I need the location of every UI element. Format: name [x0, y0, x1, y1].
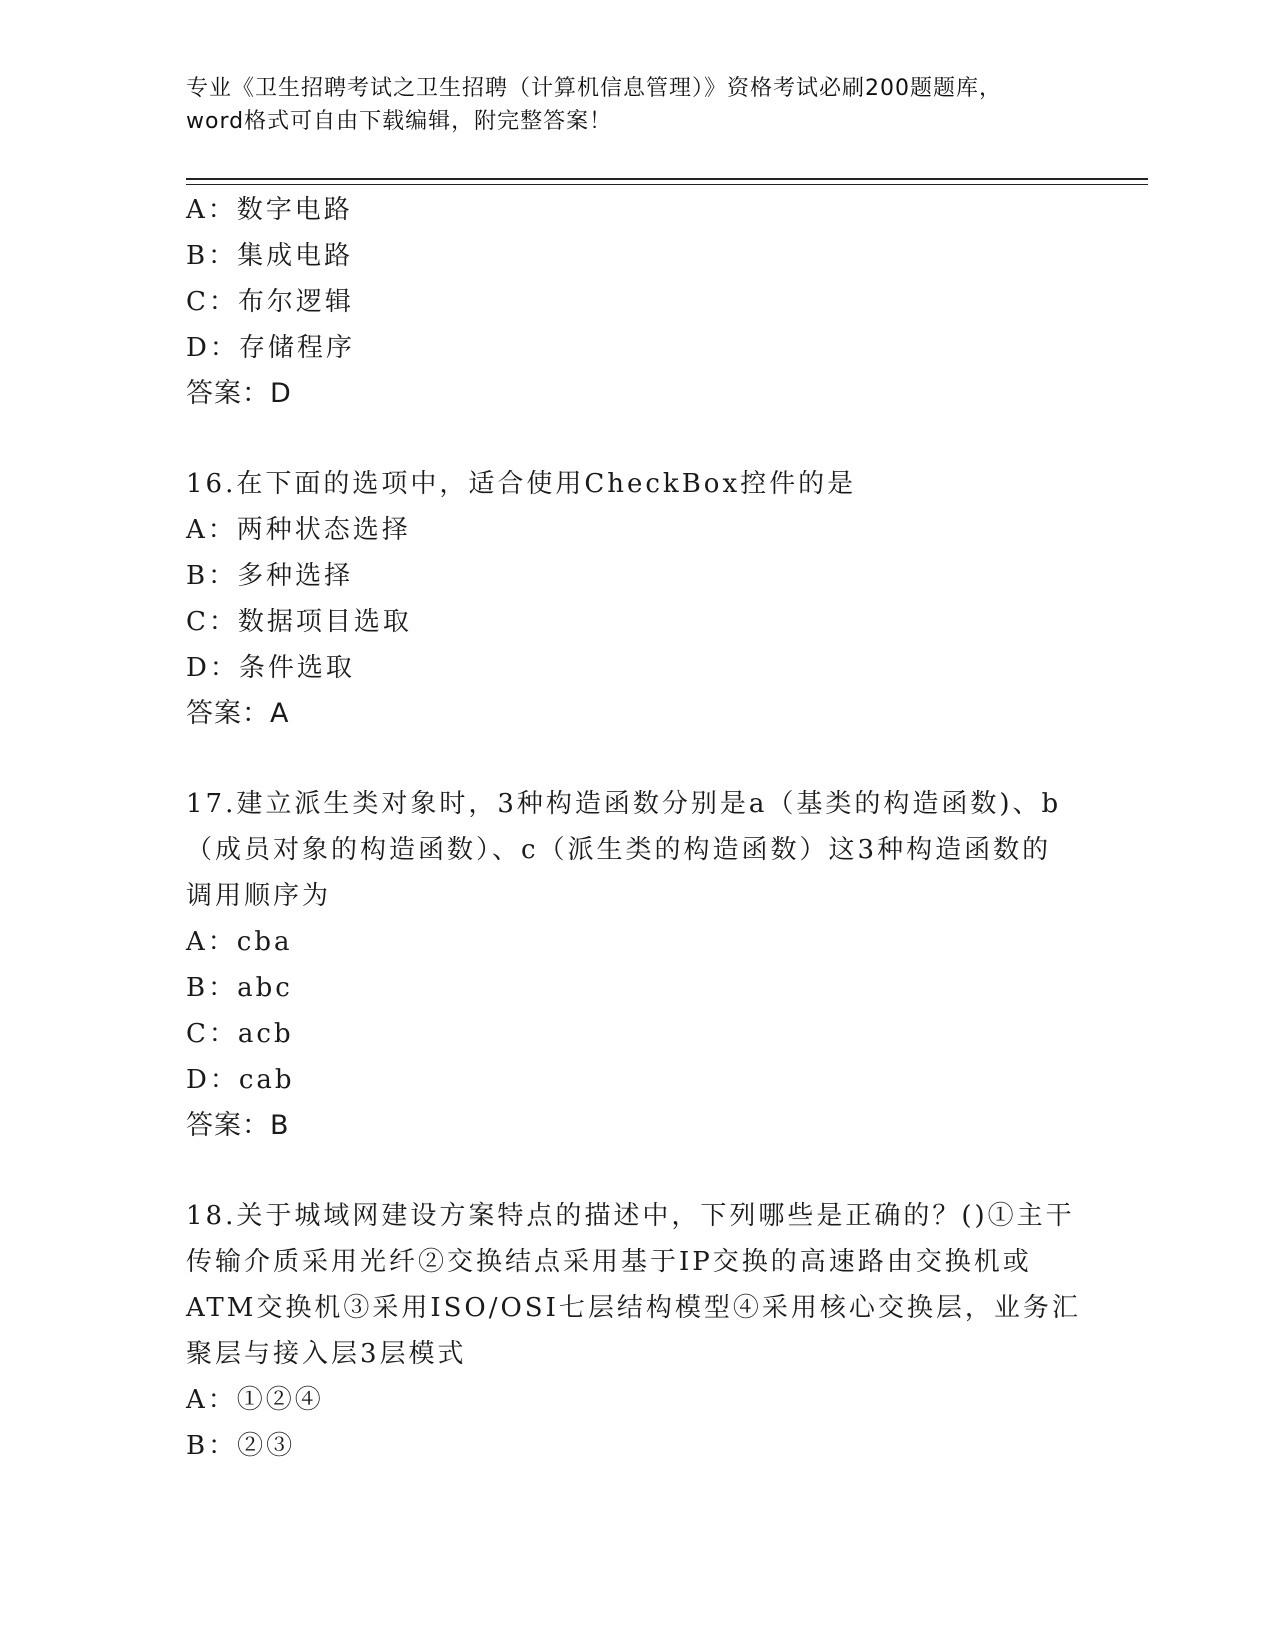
question-15 — [186, 187, 1086, 417]
option-b: B：②③ — [186, 1431, 296, 1461]
header-line-2: word格式可自由下载编辑，附完整答案！ — [186, 109, 613, 134]
question-spacer — [186, 1149, 1086, 1193]
document-header — [186, 72, 1086, 138]
option-a: A：①②④ — [186, 1385, 324, 1415]
option-a: A：数字电路 — [186, 195, 353, 225]
option-c: C：数据项目选取 — [186, 607, 412, 637]
question-stem-line-3: ATM交换机③采用ISO/OSI七层结构模型④采用核心交换层，业务汇 — [186, 1293, 1081, 1323]
option-a: A：两种状态选择 — [186, 515, 411, 545]
option-c: C：acb — [186, 1019, 294, 1049]
question-17 — [186, 781, 1086, 1149]
question-list — [186, 187, 1086, 1469]
option-d: D：cab — [186, 1065, 295, 1095]
question-stem-line-1: 18.关于城域网建设方案特点的描述中，下列哪些是正确的？()①主干 — [186, 1201, 1075, 1231]
answer: 答案：A — [186, 698, 290, 729]
question-spacer — [186, 737, 1086, 781]
option-b: B：abc — [186, 973, 293, 1003]
option-d: D：存储程序 — [186, 333, 355, 363]
header-divider-thin — [186, 184, 1148, 185]
question-18 — [186, 1193, 1086, 1469]
question-stem-line-4: 聚层与接入层3层模式 — [186, 1339, 467, 1369]
option-b: B：集成电路 — [186, 241, 354, 271]
answer: 答案：D — [186, 378, 292, 409]
question-spacer — [186, 417, 1086, 461]
question-stem-line-3: 调用顺序为 — [186, 881, 332, 911]
question-stem-line-1: 17.建立派生类对象时，3种构造函数分别是a（基类的构造函数)、b — [186, 789, 1062, 819]
question-16 — [186, 461, 1086, 737]
question-stem-line-2: （成员对象的构造函数）、c（派生类的构造函数）这3种构造函数的 — [186, 835, 1052, 865]
header-divider-thick — [186, 178, 1148, 180]
header-line-1: 专业《卫生招聘考试之卫生招聘（计算机信息管理）》资格考试必刷200题题库， — [186, 76, 1002, 101]
option-a: A：cba — [186, 927, 293, 957]
option-c: C：布尔逻辑 — [186, 287, 354, 317]
option-d: D：条件选取 — [186, 653, 355, 683]
answer: 答案：B — [186, 1110, 290, 1141]
question-stem: 16.在下面的选项中，适合使用CheckBox控件的是 — [186, 469, 857, 499]
question-stem-line-2: 传输介质采用光纤②交换结点采用基于IP交换的高速路由交换机或 — [186, 1247, 1032, 1277]
option-b: B：多种选择 — [186, 561, 354, 591]
